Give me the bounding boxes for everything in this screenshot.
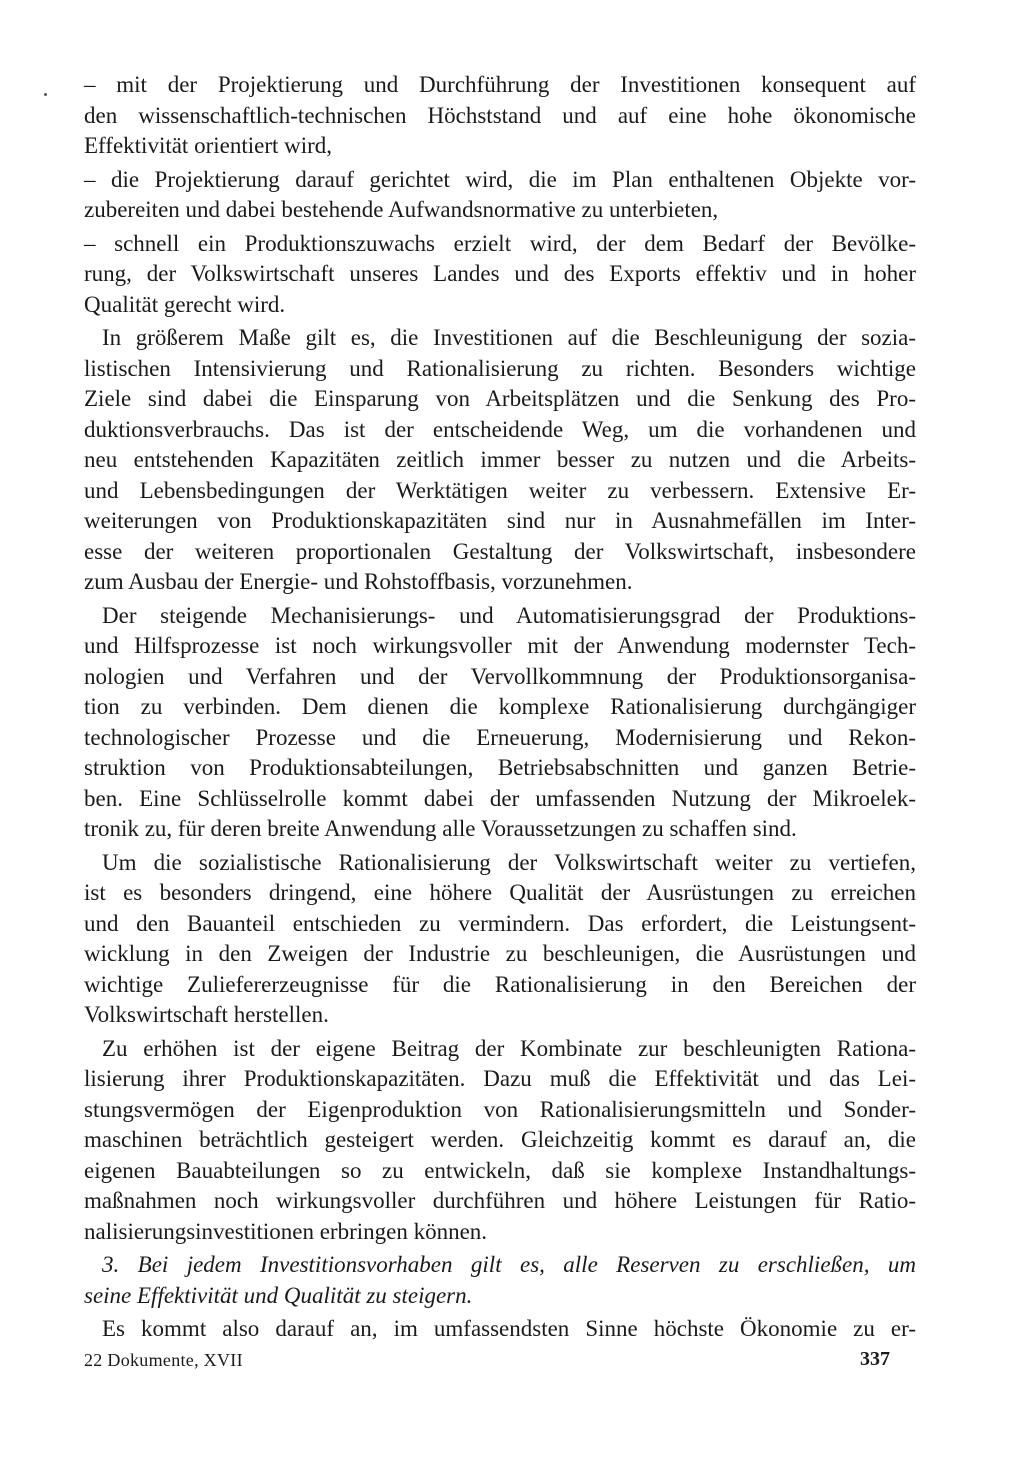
paragraph bbox=[84, 1034, 916, 1248]
body-text bbox=[84, 70, 916, 1345]
text-line: ben. Eine Schlüsselrolle kommt dabei der umfassenden Nutzung der Mikroelek- bbox=[84, 785, 916, 811]
text-line: eigenen Bauabteilungen so zu entwickeln, daß sie komplexe Instandhaltungs- bbox=[84, 1157, 916, 1183]
text-line: esse der weiteren proportionalen Gestaltung der Volkswirtschaft, insbesondere bbox=[84, 538, 916, 564]
text-line: Um die sozialistische Rationalisierung der Volkswirtschaft weiter zu vertiefen, bbox=[102, 849, 916, 875]
paragraph bbox=[84, 70, 916, 162]
text-line: seine Effektivität und Qualität zu steigern. bbox=[84, 1282, 473, 1308]
text-line: tion zu verbinden. Dem dienen die komplexe Rationalisierung durchgängiger bbox=[84, 694, 916, 719]
text-line: lisierung ihrer Produktionskapazitäten. Dazu muß die Effektivität und das Lei- bbox=[84, 1066, 916, 1091]
text-line: duktionsverbrauchs. Das ist der entscheidende Weg, um die vorhandenen und bbox=[84, 416, 916, 442]
text-line: wicklung in den Zweigen der Industrie zu beschleunigen, die Ausrüstungen und bbox=[84, 941, 916, 966]
text-line: – die Projektierung darauf gerichtet wird, die im Plan enthaltenen Objekte vor- bbox=[84, 166, 916, 192]
text-line: Qualität gerecht wird. bbox=[84, 291, 286, 317]
text-line: stungsvermögen der Eigenproduktion von Rationalisierungsmitteln und Sonder- bbox=[84, 1096, 916, 1122]
text-line: maschinen beträchtlich gesteigert werden. Gleichzeitig kommt es darauf an, die bbox=[84, 1127, 916, 1152]
text-line: ist es besonders dringend, eine höhere Qualität der Ausrüstungen zu erreichen bbox=[84, 880, 916, 905]
paragraph bbox=[84, 848, 916, 1031]
page-number: 337 bbox=[860, 1348, 890, 1370]
paragraph bbox=[84, 323, 916, 598]
paragraph bbox=[84, 229, 916, 321]
text-line: und Lebensbedingungen der Werktätigen weiter zu verbessern. Extensive Er- bbox=[84, 477, 916, 503]
text-line: weiterungen von Produktionskapazitäten sind nur in Ausnahmefällen im Inter- bbox=[84, 508, 916, 533]
text-line: Es kommt also darauf an, im umfassendsten Sinne höchste Ökonomie zu er- bbox=[102, 1316, 916, 1341]
sheet-signature: 22 Dokumente, XVII bbox=[84, 1350, 243, 1370]
text-line: Volkswirtschaft herstellen. bbox=[84, 1002, 329, 1027]
text-line: struktion von Produktionsabteilungen, Betriebsabschnitten und ganzen Betrie- bbox=[84, 755, 916, 780]
text-line: – schnell ein Produktionszuwachs erzielt wird, der dem Bedarf der Bevölke- bbox=[84, 230, 916, 256]
text-line: nologien und Verfahren und der Vervollkommnung der Produktionsorganisa- bbox=[84, 663, 916, 689]
text-line: den wissenschaftlich-technischen Höchststand und auf eine hohe ökonomische bbox=[84, 102, 916, 128]
text-line: maßnahmen noch wirkungsvoller durchführen und höhere Leistungen für Ratio- bbox=[84, 1188, 916, 1213]
scan-speck bbox=[44, 93, 47, 96]
text-line: nalisierungsinvestitionen erbringen können. bbox=[84, 1218, 488, 1244]
paragraph bbox=[84, 165, 916, 226]
text-line: In größerem Maße gilt es, die Investitionen auf die Beschleunigung der sozia- bbox=[102, 325, 916, 350]
text-line: neu entstehenden Kapazitäten zeitlich immer besser zu nutzen und die Arbeits- bbox=[84, 447, 916, 472]
paragraph bbox=[84, 601, 916, 845]
text-line: wichtige Zuliefererzeugnisse für die Rationalisierung in den Bereichen der bbox=[84, 971, 916, 997]
text-line: – mit der Projektierung und Durchführung der Investitionen konsequent auf bbox=[84, 72, 916, 97]
text-line: listischen Intensivierung und Rationalisierung zu richten. Besonders wichtige bbox=[84, 355, 916, 381]
text-line: Effektivität orientiert wird, bbox=[84, 133, 333, 158]
text-line: tronik zu, für deren breite Anwendung alle Voraussetzungen zu schaffen sind. bbox=[84, 816, 797, 841]
text-line: rung, der Volkswirtschaft unseres Landes und des Exports effektiv und in hoher bbox=[84, 261, 916, 286]
text-line: und Hilfsprozesse ist noch wirkungsvoller mit der Anwendung modernster Tech- bbox=[84, 633, 916, 658]
text-line: Der steigende Mechanisierungs- und Automatisierungsgrad der Produktions- bbox=[102, 602, 916, 628]
paragraph bbox=[84, 1314, 916, 1345]
text-line: 3. Bei jedem Investitionsvorhaben gilt es, alle Reserven zu erschließen, um bbox=[102, 1252, 916, 1277]
page-footer bbox=[84, 1350, 890, 1374]
text-line: Ziele sind dabei die Einsparung von Arbeitsplätzen und die Senkung des Pro- bbox=[84, 386, 916, 411]
paragraph bbox=[84, 1250, 916, 1311]
text-line: Zu erhöhen ist der eigene Beitrag der Kombinate zur beschleunigten Rationa- bbox=[102, 1035, 916, 1061]
text-line: zubereiten und dabei bestehende Aufwandsnormative zu unterbieten, bbox=[84, 197, 719, 222]
text-line: zum Ausbau der Energie- und Rohstoffbasis, vorzunehmen. bbox=[84, 569, 633, 594]
text-line: und den Bauanteil entschieden zu vermindern. Das erfordert, die Leistungsent- bbox=[84, 910, 916, 936]
text-line: technologischer Prozesse und die Erneuerung, Modernisierung und Rekon- bbox=[84, 724, 916, 750]
